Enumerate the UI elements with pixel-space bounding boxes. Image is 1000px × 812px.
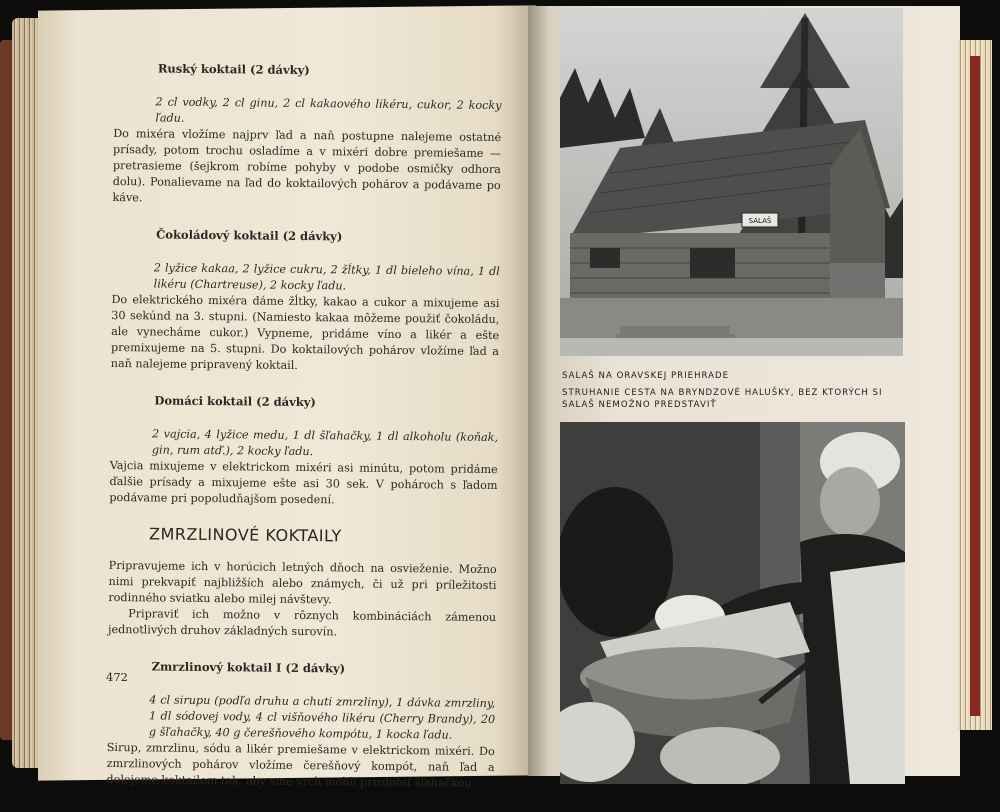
recipe-instructions: Do mixéra vložíme najprv ľad a naň postupne nalejeme ostatné prísady, potom trochu osladíme a v mixéri dobre premiešame — pretrasieme (šejkrom robíme pohyby v podobe osmičky odhora dolu). Ponalievame na ľad do koktailových pohárov a podávame po káve.: [112, 126, 502, 205]
chalet-illustration: [560, 8, 903, 356]
intro-paragraph: Pripravujeme ich v horúcich letných dňoch na osvieženie. Možno nimi prekvapiť najbližších alebo známych, či už pri príležitosti rodinného sviatku alebo milej návštevy.: [108, 558, 497, 607]
recipe-ingredients: 2 cl vodky, 2 cl ginu, 2 cl kakaového likéru, cukor, 2 kocky ľadu.: [155, 95, 502, 125]
left-page-text: [106, 60, 502, 812]
recipe-ingredients: 2 lyžice kakaa, 2 lyžice cukru, 2 žĺtky, 1 dl bieleho vína, 1 dl likéru (Chartreuse), 2 kocky ľadu.: [153, 261, 500, 293]
section-intro: [108, 558, 497, 642]
recipe-title: Zmrzlinový koktail I (2 dávky): [151, 659, 346, 676]
recipe-ingredients: 2 vajcia, 4 lyžice medu, 1 dl šľahačky, 1 dl alkoholu (koňak, gin, rum atď.), 2 kocky ľadu.: [151, 427, 499, 459]
recipe-instructions: Sirup, zmrzlinu, sódu a likér premiešame v elektrickom mixéri. Do zmrzlinových pohárov vložíme čerešňový kompót, naň ľad a dolejeme koktailom tak, aby sme vrch mohli prizdobiť šľahačkou.: [106, 740, 495, 790]
book-cover-right: [970, 56, 980, 716]
chalet-sign-text: SALAŠ: [748, 217, 772, 225]
kitchen-illustration: [560, 422, 905, 784]
section-heading: ZMRZLINOVÉ KOKTAILY: [148, 524, 342, 546]
recipe-title: Ruský koktail (2 dávky): [157, 61, 310, 78]
photo-caption-bottom: STRUHANIE CESTA NA BRYNDZOVÉ HALUŠKY, BEZ KTORÝCH SI SALAŠ NEMOŽNO PREDSTAVIŤ: [562, 388, 883, 410]
photo-grating-dough: [560, 422, 905, 784]
recipe-ingredients: 4 cl sirupu (podľa druhu a chuti zmrzliny), 1 dávka zmrzliny, 1 dl sódovej vody, 4 cl višňového likéru (Cherry Brandy), 20 g šľahačky, 40 g čerešňového kompótu, 1 kocka ľadu.: [148, 693, 496, 742]
recipe-title: Čokoládový koktail (2 dávky): [156, 227, 343, 244]
photo-caption-top: SALAŠ NA ORAVSKEJ PRIEHRADE: [562, 371, 730, 381]
recipe-russian: [112, 60, 502, 210]
photo-chalet: [560, 8, 903, 356]
recipe-instructions: Vajcia mixujeme v elektrickom mixéri asi minútu, potom pridáme ďalšie prísady a mixujeme ešte asi 30 sek. V pohároch s ľadom podávame pri popoludňajšom posedení.: [109, 458, 498, 507]
page-number: 472: [106, 670, 128, 684]
recipe-chocolate: [111, 226, 501, 376]
recipe-title: Domáci koktail (2 dávky): [154, 393, 316, 410]
recipe-homemade: [109, 392, 498, 510]
recipe-icecream-1: [106, 658, 495, 792]
recipe-instructions: Do elektrického mixéra dáme žĺtky, kakao a cukor a mixujeme asi 30 sekúnd na 3. stupni. (Namiesto kakaa môžeme použiť čokoládu, ale vynecháme cukor.) Vypneme, pridáme víno a likér a ešte premixujeme na 5. stupni. Do koktailových pohárov vložíme ľad a naň nalejeme pripravený koktail.: [110, 292, 500, 372]
intro-paragraph: Pripraviť ich možno v rôznych kombináciách zámenou jednotlivých druhov základných surovín.: [107, 607, 497, 639]
